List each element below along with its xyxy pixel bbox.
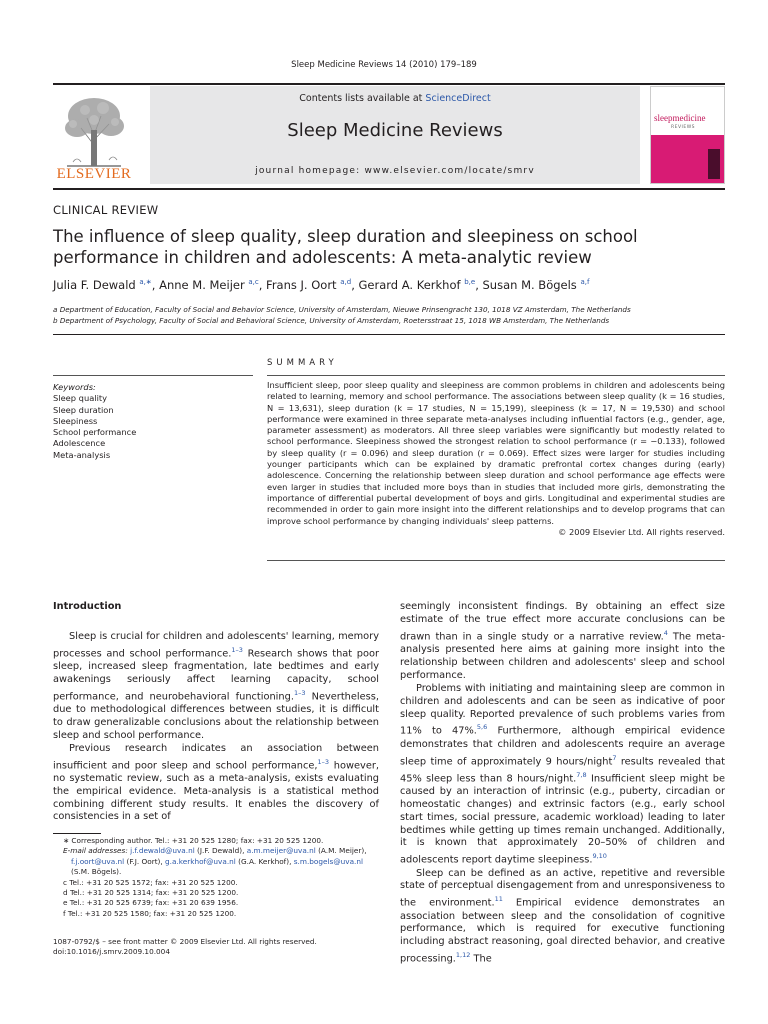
text-run: Sleep is crucial for children and adolescents' learning, memory processes and school performance. — [53, 630, 379, 660]
keyword-item: Sleepiness — [53, 415, 98, 426]
keyword-item: School performance — [53, 427, 137, 438]
author-name[interactable]: Susan M. Bögels — [482, 278, 577, 292]
text-run: Previous research indicates an association between insufficient and poor sleep and school performance, — [53, 742, 379, 771]
citation-ref[interactable]: 4 — [663, 628, 668, 637]
journal-title: Sleep Medicine Reviews — [287, 120, 503, 141]
body-paragraph — [53, 743, 379, 825]
abstract-text: Insufficient sleep, poor sleep quality and sleepiness are common problems in children and adolescents being related to learning, memory and school performance. The associations between sleep quality (k = 16 studies, N = 13,631), sleep duration (k = 17 studies, N = 15,199), sleepiness (k = 17, N = 19,530) and school performance were examined in three separate meta-analyses including influential factors (e.g., gender, age, parameter assessment) as moderators. All three sleep variables were significantly but modestly related to school performance. Sleepiness showed the strongest relation to school performance (r = −0.133), followed by sleep quality (r = 0.096) and sleep duration (r = 0.069). Effect sizes were larger for studies including younger participants which can be explained by dramatic prefrontal cortex changes during (early) adolescence. Concerning the relationship between sleep duration and school performance age effects were even larger in studies that included more boys than in studies that included more girls, demonstrating the importance of differential pubertal development of boys and girls. Longitudinal and experimental studies are recommended in order to gain more insight into the different relationships and to develop programs that can improve school performance by changing individuals' sleep patterns. — [267, 380, 725, 526]
email-owner: (G.A. Kerkhof), — [235, 856, 294, 866]
contents-prefix: Contents lists available at — [299, 93, 426, 104]
email-link[interactable]: f.j.oort@uva.nl — [71, 856, 125, 866]
section-label: CLINICAL REVIEW — [53, 203, 159, 217]
author-affiliation-marker[interactable]: a,f — [580, 278, 590, 287]
body-paragraph — [400, 601, 725, 683]
journal-cover-thumbnail — [650, 86, 725, 184]
body-paragraph — [400, 868, 725, 967]
footnotes — [53, 836, 379, 919]
keywords-label: Keywords: — [53, 382, 96, 392]
text-run: seemingly inconsistent findings. By obtaining an effect size estimate of the true effect more accurate conclusions can be drawn than in a single study or a narrative review. — [400, 601, 725, 643]
cover-subtitle: REVIEWS — [671, 125, 696, 130]
email-addresses — [53, 846, 379, 877]
elsevier-logo-text: ELSEVIER — [56, 166, 132, 182]
citation-ref[interactable]: 5,6 — [476, 723, 488, 732]
corresponding-author-note: ∗ Corresponding author. Tel.: +31 20 525 1280; fax: +31 20 525 1200. — [63, 836, 324, 845]
abstract-copyright: © 2009 Elsevier Ltd. All rights reserved. — [558, 526, 725, 537]
doi-line[interactable]: doi:10.1016/j.smrv.2009.10.004 — [53, 947, 170, 957]
text-run: Furthermore, although empirical evidence demonstrates that children and adolescents require an average sleep time of approximately 9 hours/night — [400, 725, 725, 767]
summary-heading: SUMMARY — [267, 358, 338, 368]
citation-ref[interactable]: 7 — [612, 753, 617, 762]
citation-ref[interactable]: 9,10 — [592, 852, 607, 861]
keywords-rule-top — [53, 375, 253, 376]
keyword-item: Sleep quality — [53, 393, 108, 404]
journal-citation: Sleep Medicine Reviews 14 (2010) 179–189 — [291, 60, 477, 70]
sciencedirect-link[interactable]: ScienceDirect — [425, 93, 491, 104]
author-list: Julia F. Dewald $^{a,∗}$, Anne M. Meijer $^{a,c}$, Frans J. Oort $^{a,d}$, Gerard A. Kerkhof $^{b,e}$, Susan M. Bögels $^{a,f}$ — [53, 278, 590, 292]
affiliation-a: a Department of Education, Faculty of Social and Behavior Science, University of Amsterdam, Nieuwe Prinsengracht 130, 1018 VZ Amsterdam, The Netherlands — [53, 305, 631, 314]
author-name[interactable]: Gerard A. Kerkhof — [358, 278, 461, 292]
citation-ref[interactable]: 7,8 — [576, 770, 587, 779]
journal-homepage[interactable]: journal homepage: www.elsevier.com/locate/smrv — [255, 166, 535, 176]
affiliation-rule — [53, 334, 725, 335]
keyword-item: Adolescence — [53, 438, 106, 449]
issn-line: 1087-0792/$ – see front matter © 2009 Elsevier Ltd. All rights reserved. — [53, 937, 317, 946]
front-matter — [53, 937, 317, 958]
author-affiliation-marker[interactable]: a,∗ — [139, 278, 152, 287]
email-owner: (F.J. Oort), — [124, 856, 166, 866]
abstract — [267, 380, 725, 538]
author-tel-note: f Tel.: +31 20 525 1580; fax: +31 20 525 1200. — [63, 908, 237, 918]
summary-rule-bottom — [267, 560, 725, 561]
body-paragraph — [53, 631, 379, 743]
email-owner: (J.F. Dewald), — [194, 846, 247, 856]
email-link[interactable]: j.f.dewald@uva.nl — [130, 846, 195, 856]
citation-ref[interactable]: 11 — [494, 895, 503, 904]
author-tel-note: d Tel.: +31 20 525 1314; fax: +31 20 525 1200. — [63, 888, 239, 898]
text-run: however, no systematic review, such as a meta-analysis, exists evaluating the empirical evidence. Meta-analysis is a statistical method combining different study results. It enables the discovery of consistencies in a set of — [53, 759, 379, 823]
keywords-box — [53, 382, 253, 461]
text-run: Insufficient sleep might be caused by an interaction of intrinsic (e.g., puberty, circadian or homeostatic changes) and extrinsic factors (e.g., early school start times, social pressure, academic workload) leading to later bedtimes while getting up times remain unchanged. Additionally, it is known that approximately 20–50% of children and adolescents report daytime sleepiness. — [400, 772, 726, 866]
introduction-heading: Introduction — [53, 601, 122, 612]
citation-ref[interactable]: 1–3 — [231, 645, 243, 654]
keyword-item: Meta-analysis — [53, 449, 111, 460]
email-owner: (S.M. Bögels). — [71, 867, 122, 877]
citation-ref[interactable]: 1–3 — [293, 688, 306, 697]
cover-brand: sleepmedicine — [654, 113, 706, 123]
email-link[interactable]: a.m.meijer@uva.nl — [246, 846, 316, 856]
text-run: Nevertheless, due to methodological differences between studies, it is difficult to draw generalizable conclusions about the relationship between sleep and school performance. — [53, 691, 379, 741]
author-tel-note: e Tel.: +31 20 525 6739; fax: +31 20 639 1956. — [63, 898, 239, 908]
summary-rule-top — [267, 375, 725, 376]
citation-ref[interactable]: 1,12 — [455, 951, 471, 960]
body-column-left — [53, 601, 379, 824]
text-run: Empirical evidence demonstrates an association between sleep and the consolidation of cognitive performance, which is required for executive functioning including abstract reasoning, goal directed behavior, and creative processing. — [400, 897, 725, 965]
article-title: The influence of sleep quality, sleep duration and sleepiness on school performance in children and adolescents: A meta-analytic review — [53, 227, 638, 267]
body-column-right — [400, 601, 725, 966]
author-affiliation-marker[interactable]: a,d — [340, 278, 352, 287]
affiliation-b: b Department of Psychology, Faculty of Social and Behavioral Science, University of Amsterdam, Roetersstraat 15, 1018 WB Amsterdam, The Netherlands — [53, 316, 610, 325]
body-paragraph — [400, 683, 725, 868]
email-owner: (A.M. Meijer), — [315, 846, 367, 856]
author-name[interactable]: Frans J. Oort — [266, 278, 337, 292]
author-name[interactable]: Anne M. Meijer — [159, 278, 245, 292]
author-affiliation-marker[interactable]: b,e — [464, 278, 476, 287]
author-tel-note: c Tel.: +31 20 525 1572; fax: +31 20 525 1200. — [63, 877, 238, 887]
keyword-item: Sleep duration — [53, 404, 114, 415]
footnote-rule — [53, 833, 101, 834]
cover-accent-bar — [708, 149, 720, 179]
citation-ref[interactable]: 1–3 — [317, 757, 330, 766]
email-link[interactable]: s.m.bogels@uva.nl — [293, 856, 364, 866]
text-run: The — [470, 953, 492, 965]
author-affiliation-marker[interactable]: a,c — [248, 278, 259, 287]
text-run: results revealed that 45% sleep less than 8 hours/night. — [400, 755, 725, 784]
text-run: The meta-analysis presented here aims at gaining more insight into the relationship between children and adolescents' sleep and school performance. — [400, 631, 725, 681]
author-name[interactable]: Julia F. Dewald — [53, 278, 136, 292]
text-run: Research shows that poor sleep, increased sleep fragmentation, late bedtimes and early awakenings seriously affect learning capacity, school performance, and neurobehavioral functioning. — [53, 648, 379, 703]
email-link[interactable]: g.a.kerkhof@uva.nl — [165, 856, 236, 866]
text-run: Problems with initiating and maintaining sleep are common in children and adolescents and can be seen as indicative of poor sleep quality. Reported prevalence of such problems varies from 11% to 47%. — [400, 682, 725, 737]
header-rule-top — [53, 83, 725, 85]
contents-available-line — [150, 93, 640, 104]
header-rule-bottom — [53, 188, 725, 190]
text-run: Sleep can be defined as an active, repetitive and reversible state of perceptual disengagement from and unresponsiveness to the environment. — [400, 867, 725, 909]
email-label: E-mail addresses: — [63, 846, 128, 856]
